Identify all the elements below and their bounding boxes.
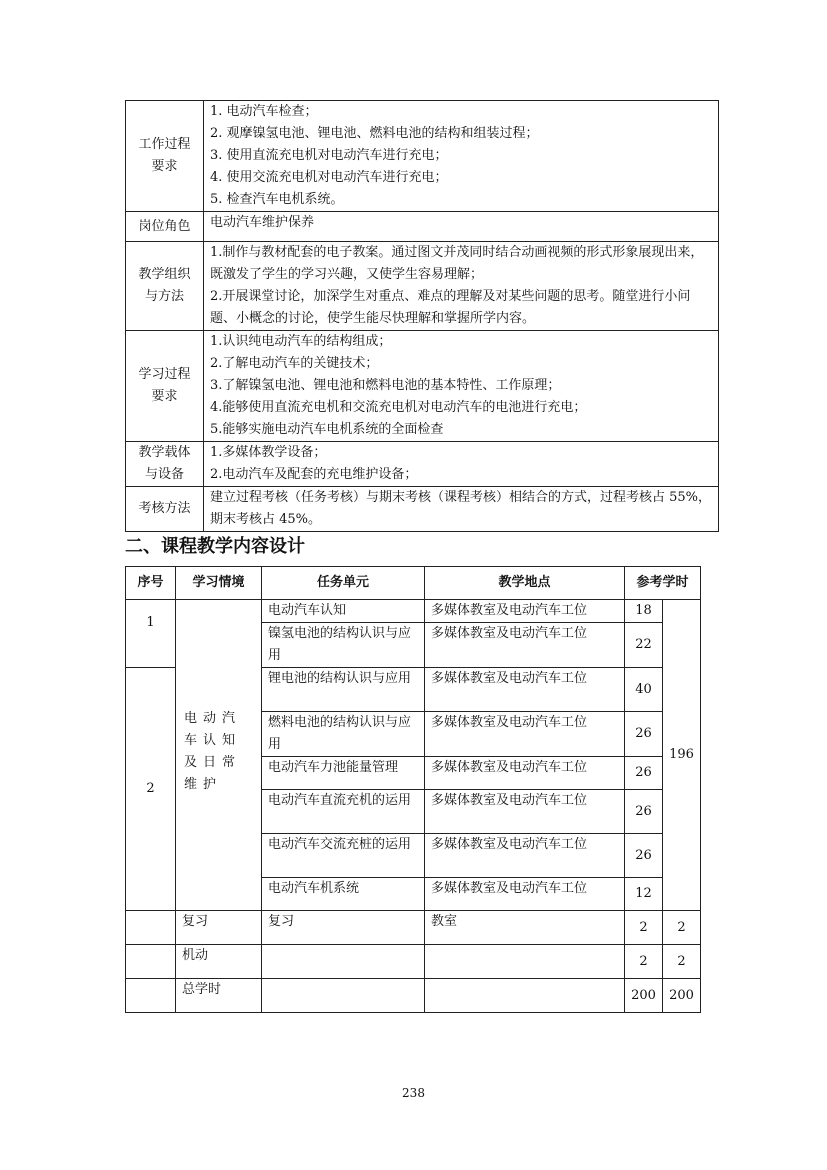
- place-cell: 多媒体教室及电动汽车工位: [425, 878, 625, 911]
- row-label: [126, 101, 204, 212]
- hours-cell: 2: [625, 911, 663, 945]
- place-cell: [425, 945, 625, 979]
- unit-cell: 复习: [262, 911, 425, 945]
- seq-cell: [126, 979, 176, 1013]
- label-line: 与设备: [144, 467, 184, 482]
- situation-cell: 机动: [176, 945, 262, 979]
- subtotal-cell: 2: [663, 945, 701, 979]
- course-info-table: [125, 100, 719, 532]
- subtotal-cell: 200: [663, 979, 701, 1013]
- hours-cell: 12: [625, 878, 663, 911]
- row-content: [204, 212, 719, 242]
- table-row: [126, 600, 701, 623]
- header-cell: 序号: [126, 567, 176, 600]
- place-cell: 教室: [425, 911, 625, 945]
- hours-cell: 26: [625, 834, 663, 878]
- row-label: [126, 442, 204, 487]
- unit-cell: [262, 945, 425, 979]
- content-line: 电动汽车维护保养: [210, 215, 315, 230]
- place-cell: 多媒体教室及电动汽车工位: [425, 712, 625, 757]
- table-row: [126, 212, 719, 242]
- label-line: 教学组织: [138, 267, 191, 282]
- unit-cell: 锂电池的结构认识与应用: [262, 668, 425, 712]
- content-line: 3. 使用直流充电机对电动汽车进行充电；: [210, 148, 448, 163]
- table-row: [126, 487, 719, 532]
- content-line: 1.多媒体教学设备；: [210, 445, 327, 460]
- unit-cell: 电动汽车交流充桩的运用: [262, 834, 425, 878]
- content-line: 2. 观摩镍氢电池、锂电池、燃料电池的结构和组装过程；: [210, 126, 539, 141]
- hours-cell: 22: [625, 623, 663, 668]
- place-cell: 多媒体教室及电动汽车工位: [425, 668, 625, 712]
- table-header-row: [126, 567, 701, 600]
- header-cell: 学习情境: [176, 567, 262, 600]
- hours-cell: 200: [625, 979, 663, 1013]
- hours-cell: 40: [625, 668, 663, 712]
- row-content: [204, 487, 719, 532]
- unit-cell: 电动汽车机系统: [262, 878, 425, 911]
- table-row: [126, 242, 719, 331]
- table-row: [126, 331, 719, 442]
- label-line: 与方法: [144, 289, 184, 304]
- row-label: [126, 242, 204, 331]
- label-line: 要求: [151, 159, 178, 174]
- content-line: 4.能够使用直流充电机和交流充电机对电动汽车的电池进行充电；: [210, 400, 587, 415]
- row-label: [126, 331, 204, 442]
- situation-cell: 电动汽车认知及日常维护: [176, 600, 262, 911]
- header-cell: 任务单元: [262, 567, 425, 600]
- place-cell: 多媒体教室及电动汽车工位: [425, 834, 625, 878]
- row-content: [204, 242, 719, 331]
- unit-cell: [262, 979, 425, 1013]
- header-cell: 教学地点: [425, 567, 625, 600]
- unit-cell: 电动汽车直流充机的运用: [262, 790, 425, 834]
- hours-cell: 18: [625, 600, 663, 623]
- unit-cell: 镍氢电池的结构认识与应用: [262, 623, 425, 668]
- unit-cell: 燃料电池的结构认识与应用: [262, 712, 425, 757]
- page-number: 238: [402, 1086, 425, 1100]
- seq-cell: 2: [126, 668, 176, 911]
- content-line: 建立过程考核（任务考核）与期末考核（课程考核）相结合的方式，过程考核占 55%，期末考核占 45%。: [210, 490, 712, 527]
- label-line: 教学载体: [138, 445, 191, 460]
- table-row: [126, 911, 701, 945]
- row-content: [204, 442, 719, 487]
- label-line: 岗位角色: [138, 218, 191, 234]
- content-line: 5. 检查汽车电机系统。: [210, 192, 344, 207]
- section-title: 二、课程教学内容设计: [125, 536, 305, 557]
- content-line: 1.认识纯电动汽车的结构组成；: [210, 334, 392, 349]
- content-line: 5.能够实施电动汽车电机系统的全面检查: [210, 422, 444, 437]
- table-row: [126, 945, 701, 979]
- row-label: [126, 487, 204, 532]
- hours-cell: 2: [625, 945, 663, 979]
- header-cell: 参考学时: [625, 567, 701, 600]
- content-line: 3.了解镍氢电池、锂电池和燃料电池的基本特性、工作原理；: [210, 378, 561, 393]
- table-row: [126, 979, 701, 1013]
- content-line: 1.制作与教材配套的电子教案。通过图文并茂同时结合动画视频的形式形象展现出来，既激发了学生的学习兴趣，又使学生容易理解；: [210, 245, 704, 282]
- content-line: 2.开展课堂讨论，加深学生对重点、难点的理解及对某些问题的思考。随堂进行小问题、小概念的讨论，使学生能尽快理解和掌握所学内容。: [210, 289, 691, 326]
- place-cell: [425, 979, 625, 1013]
- situation-cell: 复习: [176, 911, 262, 945]
- place-cell: 多媒体教室及电动汽车工位: [425, 757, 625, 790]
- content-line: 2.电动汽车及配套的充电维护设备；: [210, 467, 418, 482]
- table-row: [126, 442, 719, 487]
- hours-cell: 26: [625, 712, 663, 757]
- row-content: [204, 331, 719, 442]
- subtotal-cell: 2: [663, 911, 701, 945]
- content-line: 4. 使用交流充电机对电动汽车进行充电；: [210, 170, 448, 185]
- subtotal-cell: 196: [663, 600, 701, 911]
- row-label: [126, 212, 204, 242]
- seq-cell: [126, 911, 176, 945]
- label-line: 工作过程: [138, 137, 191, 152]
- unit-cell: 电动汽车认知: [262, 600, 425, 623]
- hours-cell: 26: [625, 757, 663, 790]
- seq-cell: 1: [126, 600, 176, 668]
- seq-cell: [126, 945, 176, 979]
- row-content: [204, 101, 719, 212]
- content-line: 2.了解电动汽车的关键技术；: [210, 356, 379, 371]
- unit-cell: 电动汽车力池能量管理: [262, 757, 425, 790]
- table-row: [126, 101, 719, 212]
- label-line: 考核方法: [138, 501, 191, 516]
- label-line: 学习过程: [138, 367, 191, 382]
- place-cell: 多媒体教室及电动汽车工位: [425, 790, 625, 834]
- situation-cell: 总学时: [176, 979, 262, 1013]
- hours-cell: 26: [625, 790, 663, 834]
- label-line: 要求: [151, 389, 178, 404]
- course-content-table: [125, 566, 701, 1013]
- place-cell: 多媒体教室及电动汽车工位: [425, 623, 625, 668]
- content-line: 1. 电动汽车检查；: [210, 104, 318, 119]
- place-cell: 多媒体教室及电动汽车工位: [425, 600, 625, 623]
